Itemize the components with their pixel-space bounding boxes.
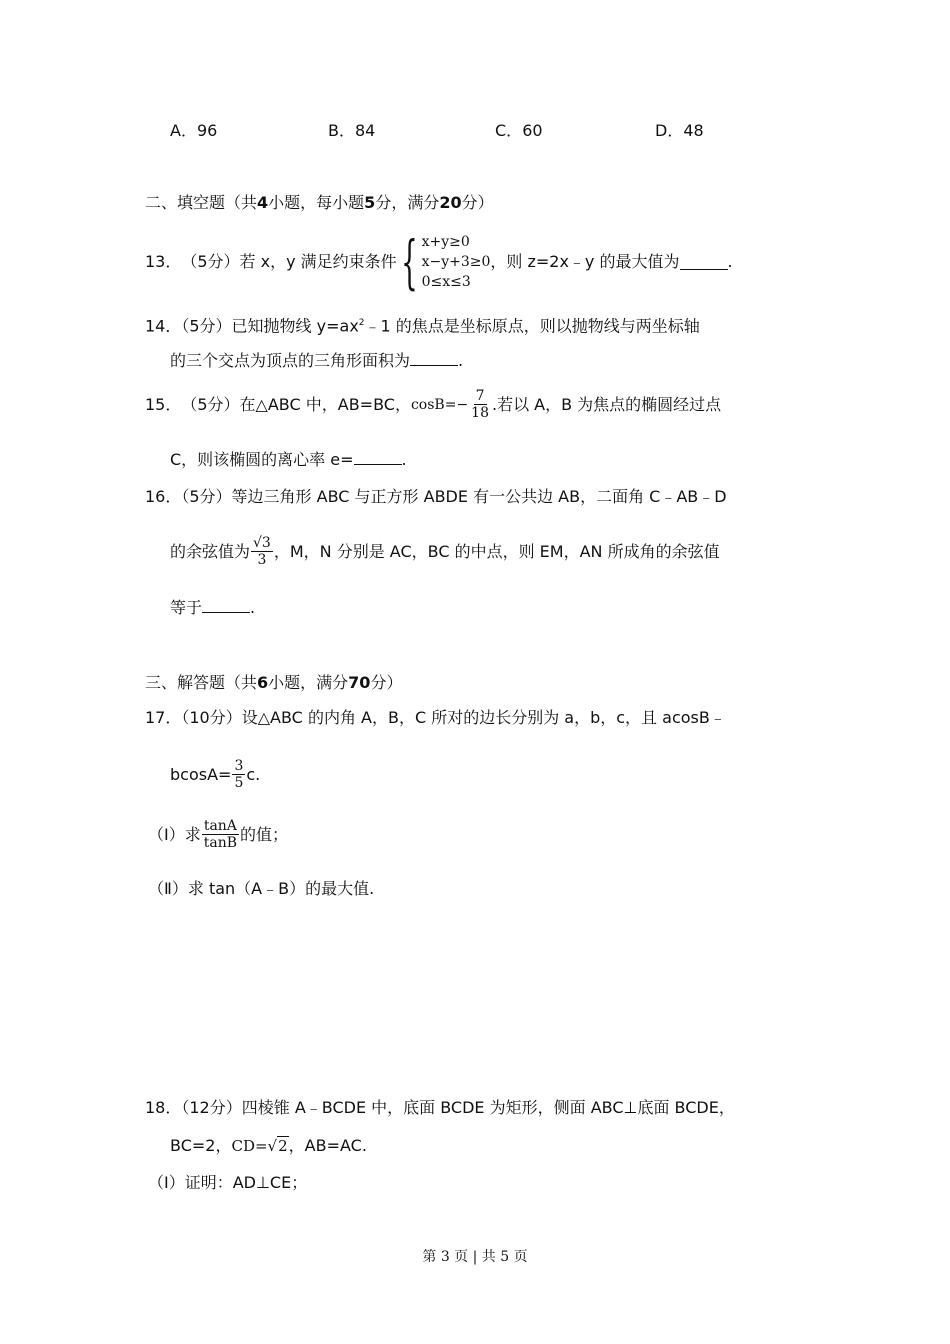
section-heading-solutions: [145, 670, 402, 693]
option-label: D．: [655, 121, 684, 140]
radicand: 2: [278, 1137, 288, 1155]
question-text: （5分）在△ABC 中，AB=BC，: [181, 394, 411, 414]
question-17-line2: [170, 758, 260, 791]
question-text: 的值；: [240, 824, 289, 844]
constraint: x+y≥0: [421, 234, 470, 250]
option-a: [170, 118, 217, 141]
punct: .: [727, 252, 733, 271]
left-brace: {: [400, 228, 418, 296]
question-text: C，则该椭圆的离心率 e=: [170, 450, 354, 469]
punct: .: [250, 598, 256, 617]
question-16-line2: [170, 535, 720, 568]
page-footer: 第 3 页 | 共 5 页: [422, 1249, 528, 1265]
question-number: 16．: [145, 487, 182, 506]
constraint: 0≤x≤3: [421, 274, 471, 290]
question-text: .若以 A，B 为焦点的椭圆经过点: [492, 394, 722, 414]
question-14: [145, 313, 700, 336]
question-text: 的余弦值为: [170, 541, 251, 561]
question-15: [145, 388, 721, 421]
question-17: [145, 708, 726, 728]
question-17-part2: [148, 879, 374, 899]
constraint-system: [397, 228, 491, 296]
heading-text: 分）: [370, 673, 403, 692]
heading-count: 4: [257, 193, 269, 212]
question-number: 18．: [145, 1098, 182, 1117]
question-text: （Ⅰ）求: [148, 824, 201, 844]
option-label: B．: [328, 121, 355, 140]
question-text: bcosA=: [170, 764, 232, 784]
denominator: 3: [257, 552, 267, 568]
fraction: [202, 818, 239, 851]
fraction: [251, 535, 273, 568]
question-text: ，则 z=2x﹣y 的最大值为: [490, 252, 680, 271]
option-label: C．: [495, 121, 523, 140]
question-17-part1: [148, 818, 288, 851]
option-c: [495, 118, 543, 141]
question-text: （5分）等边三角形 ABC 与正方形 ABDE 有一公共边 AB，二面角 C﹣AB﹣D: [181, 487, 727, 506]
question-text: （10分）设△ABC 的内角 A，B，C 所对的边长分别为 a，b，c，且 acosB﹣: [181, 708, 726, 727]
option-value: 48: [683, 121, 704, 140]
fraction: [469, 388, 491, 421]
question-text: ，M，N 分别是 AC，BC 的中点，则 EM，AN 所成角的余弦值: [273, 541, 720, 561]
heading-text: 分，满分: [375, 193, 440, 212]
superscript: 2: [358, 318, 365, 328]
question-16: [145, 487, 727, 507]
math-label: CD=: [231, 1137, 268, 1155]
option-value: 84: [354, 121, 376, 140]
heading-text: 分）: [461, 193, 494, 212]
question-text: ，AB=AC.: [288, 1136, 367, 1155]
answer-blank: [410, 351, 458, 366]
question-text: 的三个交点为顶点的三角形面积为: [170, 351, 411, 370]
punct: .: [458, 351, 464, 370]
numerator: √3: [253, 535, 271, 551]
heading-count: 6: [257, 673, 269, 692]
question-text: c.: [246, 764, 261, 784]
section-heading-fill-in: [145, 190, 494, 213]
question-text: （5分）已知抛物线 y=ax: [181, 316, 359, 336]
question-text: （Ⅰ）证明：AD⊥CE；: [148, 1173, 308, 1192]
answer-blank: [202, 598, 250, 613]
option-label: A．: [170, 121, 197, 140]
numerator: tanA: [203, 818, 237, 834]
denominator: 18: [471, 405, 489, 421]
option-b: [328, 118, 375, 141]
heading-text: 小题，每小题: [268, 193, 365, 212]
constraint: x−y+3≥0: [421, 254, 491, 270]
option-value: 96: [196, 121, 218, 140]
question-14-line2: [170, 351, 463, 371]
denominator: 5: [234, 775, 244, 791]
question-text: （5分）若 x，y 满足约束条件: [181, 252, 397, 271]
question-18: [145, 1098, 735, 1118]
numerator: 3: [234, 758, 244, 774]
heading-text: 三、解答题（共: [145, 673, 258, 692]
heading-text: 小题，满分: [268, 673, 349, 692]
question-number: 14．: [145, 316, 182, 336]
heading-text: 二、填空题（共: [145, 193, 258, 212]
question-16-line3: [170, 598, 255, 618]
question-15-line2: [170, 450, 407, 470]
numerator: 7: [475, 388, 485, 404]
question-number: 17．: [145, 708, 182, 727]
math-expr: CD=√2: [231, 1137, 288, 1155]
denominator: tanB: [203, 835, 238, 851]
question-text: （Ⅱ）求 tan（A﹣B）的最大值.: [148, 879, 375, 898]
question-text: ﹣1 的焦点是坐标原点，则以抛物线与两坐标轴: [364, 316, 700, 336]
question-number: 15．: [145, 394, 182, 414]
question-text: 等于: [170, 598, 203, 617]
heading-points: 5: [364, 193, 376, 212]
question-13: [145, 228, 733, 296]
heading-total: 70: [348, 673, 371, 692]
question-text: （12分）四棱锥 A﹣BCDE 中，底面 BCDE 为矩形，侧面 ABC⊥底面 BCDE，: [181, 1098, 735, 1117]
question-number: 13．: [145, 252, 182, 271]
fraction: [232, 758, 245, 791]
answer-blank: [680, 255, 728, 270]
question-18-line2: [170, 1136, 367, 1156]
option-value: 60: [522, 121, 543, 140]
math-expr: cosB=−: [410, 396, 469, 413]
punct: .: [401, 450, 407, 469]
question-18-part1: [148, 1173, 307, 1193]
answer-blank: [354, 450, 402, 465]
heading-total: 20: [439, 193, 462, 212]
option-d: [655, 118, 704, 141]
question-text: BC=2，: [170, 1136, 232, 1155]
